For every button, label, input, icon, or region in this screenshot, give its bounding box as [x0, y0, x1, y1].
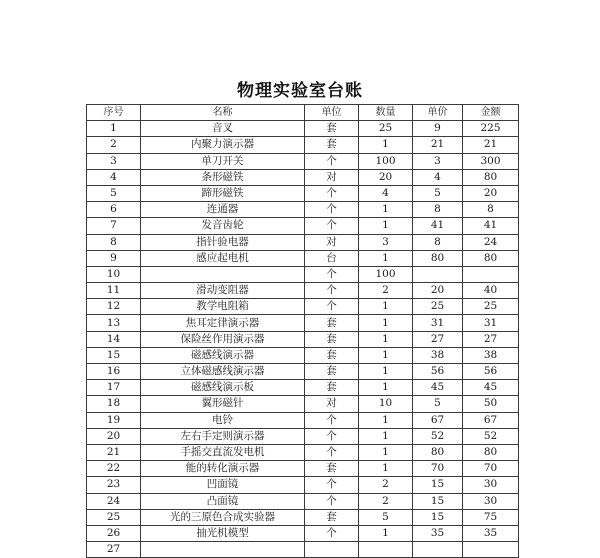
table-row [87, 525, 519, 541]
cell-unit-price: 15 [413, 493, 463, 509]
cell-amount: 38 [463, 347, 519, 363]
cell-no: 7 [87, 218, 141, 234]
table-row [87, 444, 519, 460]
header-unit-price: 单价 [413, 105, 463, 121]
header-quantity: 数量 [359, 105, 413, 121]
cell-amount: 21 [463, 137, 519, 153]
cell-unit-price: 3 [413, 153, 463, 169]
cell-unit-price: 20 [413, 283, 463, 299]
cell-no: 15 [87, 347, 141, 363]
header-name: 名称 [141, 105, 305, 121]
cell-unit-price: 70 [413, 461, 463, 477]
cell-unit: 个 [305, 283, 359, 299]
cell-unit: 套 [305, 461, 359, 477]
cell-quantity: 20 [359, 169, 413, 185]
cell-name: 能的转化演示器 [141, 461, 305, 477]
cell-quantity: 1 [359, 380, 413, 396]
cell-amount: 80 [463, 444, 519, 460]
cell-amount: 20 [463, 185, 519, 201]
table-row [87, 169, 519, 185]
cell-amount: 30 [463, 493, 519, 509]
table-row [87, 202, 519, 218]
cell-quantity: 2 [359, 477, 413, 493]
cell-no: 14 [87, 331, 141, 347]
cell-amount: 45 [463, 380, 519, 396]
cell-amount: 67 [463, 412, 519, 428]
cell-no: 8 [87, 234, 141, 250]
cell-quantity [359, 542, 413, 558]
cell-quantity: 1 [359, 347, 413, 363]
cell-unit-price: 45 [413, 380, 463, 396]
cell-unit: 套 [305, 315, 359, 331]
cell-unit-price: 8 [413, 234, 463, 250]
cell-unit: 个 [305, 218, 359, 234]
cell-no: 12 [87, 299, 141, 315]
table-row [87, 461, 519, 477]
cell-no: 25 [87, 509, 141, 525]
cell-quantity: 5 [359, 509, 413, 525]
cell-unit: 个 [305, 299, 359, 315]
cell-unit-price: 41 [413, 218, 463, 234]
cell-name: 磁感线演示板 [141, 380, 305, 396]
page-title: 物理实验室台账 [237, 81, 363, 101]
cell-no: 4 [87, 169, 141, 185]
cell-name: 指针验电器 [141, 234, 305, 250]
cell-unit-price: 21 [413, 137, 463, 153]
cell-unit: 个 [305, 153, 359, 169]
table-row [87, 493, 519, 509]
cell-unit-price: 5 [413, 396, 463, 412]
cell-quantity: 100 [359, 153, 413, 169]
cell-name: 磁感线演示器 [141, 347, 305, 363]
cell-name: 教学电阻箱 [141, 299, 305, 315]
cell-amount: 56 [463, 364, 519, 380]
cell-quantity: 4 [359, 185, 413, 201]
cell-no: 18 [87, 396, 141, 412]
table-row [87, 185, 519, 201]
cell-unit: 个 [305, 525, 359, 541]
cell-amount: 24 [463, 234, 519, 250]
table-row [87, 477, 519, 493]
cell-quantity: 1 [359, 218, 413, 234]
cell-no: 11 [87, 283, 141, 299]
cell-no: 13 [87, 315, 141, 331]
cell-name: 单刀开关 [141, 153, 305, 169]
cell-quantity: 1 [359, 428, 413, 444]
cell-no: 21 [87, 444, 141, 460]
cell-name: 光的三原色合成实验器 [141, 509, 305, 525]
cell-amount: 80 [463, 250, 519, 266]
cell-quantity: 1 [359, 250, 413, 266]
table-header-row [87, 105, 519, 121]
cell-unit: 个 [305, 412, 359, 428]
cell-quantity: 100 [359, 266, 413, 282]
table-row [87, 542, 519, 558]
cell-quantity: 25 [359, 121, 413, 137]
ledger-table [86, 104, 519, 558]
cell-no: 1 [87, 121, 141, 137]
cell-name: 条形磁铁 [141, 169, 305, 185]
cell-unit-price: 9 [413, 121, 463, 137]
cell-amount: 75 [463, 509, 519, 525]
cell-quantity: 1 [359, 202, 413, 218]
cell-quantity: 1 [359, 364, 413, 380]
cell-amount: 27 [463, 331, 519, 347]
cell-unit-price: 52 [413, 428, 463, 444]
table-row [87, 250, 519, 266]
cell-amount: 40 [463, 283, 519, 299]
cell-name: 抽光机模型 [141, 525, 305, 541]
table-row [87, 347, 519, 363]
cell-quantity: 1 [359, 331, 413, 347]
cell-name: 电铃 [141, 412, 305, 428]
cell-quantity: 1 [359, 412, 413, 428]
cell-unit-price: 27 [413, 331, 463, 347]
cell-quantity: 3 [359, 234, 413, 250]
cell-quantity: 1 [359, 461, 413, 477]
cell-quantity: 2 [359, 283, 413, 299]
cell-no: 24 [87, 493, 141, 509]
cell-unit: 个 [305, 428, 359, 444]
cell-quantity: 1 [359, 315, 413, 331]
table-row [87, 266, 519, 282]
table-row [87, 380, 519, 396]
cell-unit: 套 [305, 121, 359, 137]
cell-unit: 个 [305, 185, 359, 201]
cell-quantity: 10 [359, 396, 413, 412]
cell-quantity: 1 [359, 444, 413, 460]
cell-unit-price: 38 [413, 347, 463, 363]
cell-unit: 对 [305, 234, 359, 250]
cell-amount: 70 [463, 461, 519, 477]
cell-no: 20 [87, 428, 141, 444]
cell-unit-price: 35 [413, 525, 463, 541]
cell-unit-price: 15 [413, 477, 463, 493]
cell-unit-price [413, 266, 463, 282]
cell-no: 6 [87, 202, 141, 218]
table-row [87, 137, 519, 153]
table-row [87, 509, 519, 525]
table-row [87, 153, 519, 169]
cell-name [141, 542, 305, 558]
cell-unit: 个 [305, 493, 359, 509]
cell-name: 凸面镜 [141, 493, 305, 509]
cell-no: 10 [87, 266, 141, 282]
cell-amount [463, 542, 519, 558]
cell-unit: 套 [305, 331, 359, 347]
cell-quantity: 1 [359, 299, 413, 315]
cell-unit-price: 31 [413, 315, 463, 331]
table-row [87, 315, 519, 331]
table-row [87, 299, 519, 315]
cell-amount: 225 [463, 121, 519, 137]
cell-name: 保险丝作用演示器 [141, 331, 305, 347]
header-unit: 单位 [305, 105, 359, 121]
table-row [87, 428, 519, 444]
cell-amount [463, 266, 519, 282]
cell-unit: 套 [305, 137, 359, 153]
cell-name: 立体磁感线演示器 [141, 364, 305, 380]
cell-name: 内聚力演示器 [141, 137, 305, 153]
cell-unit: 对 [305, 396, 359, 412]
cell-unit-price: 4 [413, 169, 463, 185]
cell-no: 2 [87, 137, 141, 153]
cell-unit-price: 80 [413, 250, 463, 266]
cell-quantity: 1 [359, 525, 413, 541]
cell-unit: 套 [305, 509, 359, 525]
cell-name [141, 266, 305, 282]
cell-amount: 50 [463, 396, 519, 412]
cell-name: 凹面镜 [141, 477, 305, 493]
cell-amount: 80 [463, 169, 519, 185]
cell-no: 27 [87, 542, 141, 558]
cell-amount: 8 [463, 202, 519, 218]
cell-unit: 套 [305, 380, 359, 396]
table-row [87, 396, 519, 412]
cell-no: 17 [87, 380, 141, 396]
table-row [87, 364, 519, 380]
cell-amount: 41 [463, 218, 519, 234]
cell-name: 蹄形磁铁 [141, 185, 305, 201]
cell-name: 感应起电机 [141, 250, 305, 266]
ledger-body [87, 121, 519, 558]
cell-name: 连通器 [141, 202, 305, 218]
cell-amount: 25 [463, 299, 519, 315]
cell-no: 5 [87, 185, 141, 201]
table-row [87, 412, 519, 428]
cell-unit-price: 25 [413, 299, 463, 315]
cell-no: 23 [87, 477, 141, 493]
cell-unit-price: 8 [413, 202, 463, 218]
cell-amount: 52 [463, 428, 519, 444]
cell-name: 左右手定则演示器 [141, 428, 305, 444]
cell-unit-price: 15 [413, 509, 463, 525]
cell-name: 发音齿轮 [141, 218, 305, 234]
cell-no: 19 [87, 412, 141, 428]
cell-unit-price [413, 542, 463, 558]
cell-unit-price: 5 [413, 185, 463, 201]
header-amount: 金额 [463, 105, 519, 121]
cell-no: 16 [87, 364, 141, 380]
cell-name: 手摇交直流发电机 [141, 444, 305, 460]
cell-name: 滑动变阻器 [141, 283, 305, 299]
cell-no: 22 [87, 461, 141, 477]
cell-no: 3 [87, 153, 141, 169]
cell-amount: 35 [463, 525, 519, 541]
cell-no: 9 [87, 250, 141, 266]
cell-amount: 30 [463, 477, 519, 493]
cell-unit: 个 [305, 202, 359, 218]
cell-unit: 个 [305, 266, 359, 282]
table-row [87, 218, 519, 234]
cell-amount: 300 [463, 153, 519, 169]
table-row [87, 283, 519, 299]
cell-name: 焦耳定律演示器 [141, 315, 305, 331]
cell-unit-price: 67 [413, 412, 463, 428]
cell-unit: 套 [305, 364, 359, 380]
cell-no: 26 [87, 525, 141, 541]
table-row [87, 331, 519, 347]
cell-unit: 台 [305, 250, 359, 266]
table-row [87, 121, 519, 137]
cell-unit: 个 [305, 477, 359, 493]
cell-quantity: 1 [359, 137, 413, 153]
cell-unit [305, 542, 359, 558]
cell-unit: 套 [305, 347, 359, 363]
cell-unit: 对 [305, 169, 359, 185]
cell-unit-price: 80 [413, 444, 463, 460]
cell-unit-price: 56 [413, 364, 463, 380]
cell-quantity: 2 [359, 493, 413, 509]
cell-name: 音叉 [141, 121, 305, 137]
table-row [87, 234, 519, 250]
cell-amount: 31 [463, 315, 519, 331]
cell-name: 翼形磁针 [141, 396, 305, 412]
cell-unit: 个 [305, 444, 359, 460]
header-no: 序号 [87, 105, 141, 121]
